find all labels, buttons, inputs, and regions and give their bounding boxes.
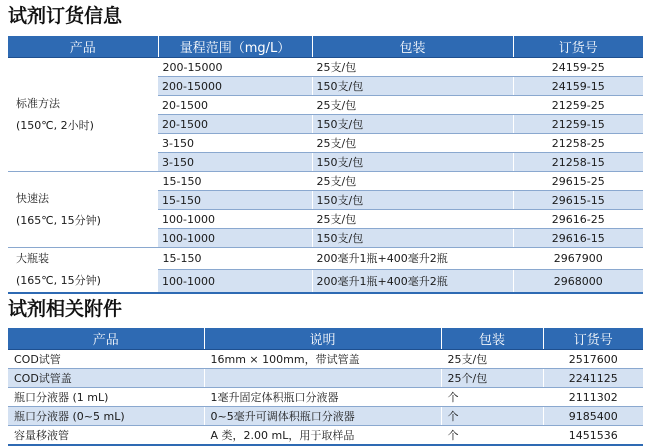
description-cell: A 类，2.00 mL，用于取样品	[204, 426, 441, 446]
order-number-cell: 29616-15	[513, 229, 643, 248]
package-cell: 25支/包	[312, 134, 513, 153]
table-row	[8, 350, 643, 369]
product-cell: 瓶口分液器 (0~5 mL)	[8, 407, 204, 426]
package-cell: 个	[441, 426, 543, 446]
package-cell: 150支/包	[312, 153, 513, 172]
header-order-number: 订货号	[543, 328, 643, 350]
header-package: 包装	[312, 36, 513, 58]
range-cell: 100-1000	[158, 270, 312, 293]
section-title-reagent-ordering: 试剂订货信息	[8, 5, 123, 27]
table-row	[8, 248, 643, 270]
header-description: 说明	[204, 328, 441, 350]
table-header-row	[8, 328, 643, 350]
header-product: 产品	[8, 36, 158, 58]
package-cell: 25支/包	[441, 350, 543, 369]
table-row	[8, 172, 643, 191]
product-name: 标准方法	[16, 96, 60, 110]
order-number-cell: 21258-15	[513, 153, 643, 172]
package-cell: 25支/包	[312, 58, 513, 77]
range-cell: 15-150	[158, 248, 312, 270]
range-cell: 15-150	[158, 172, 312, 191]
header-product: 产品	[8, 328, 204, 350]
product-cell	[8, 58, 158, 172]
product-name: 大瓶装	[16, 252, 49, 265]
table-row	[8, 407, 643, 426]
table-row	[8, 388, 643, 407]
product-cell: 容量移液管	[8, 426, 204, 446]
package-cell: 200毫升1瓶+400毫升2瓶	[312, 248, 513, 270]
range-cell: 3-150	[158, 153, 312, 172]
product-cell: 瓶口分液器 (1 mL)	[8, 388, 204, 407]
range-cell: 20-1500	[158, 115, 312, 134]
order-number-cell: 2967900	[513, 248, 643, 270]
range-cell: 200-15000	[158, 77, 312, 96]
header-range: 量程范围（mg/L）	[158, 36, 312, 58]
package-cell: 25支/包	[312, 172, 513, 191]
product-cell	[8, 248, 158, 294]
section-title-accessories: 试剂相关附件	[8, 298, 123, 320]
order-number-cell: 29615-15	[513, 191, 643, 210]
description-cell: 1毫升固定体积瓶口分液器	[204, 388, 441, 407]
package-cell: 150支/包	[312, 191, 513, 210]
table-row	[8, 369, 643, 388]
product-cell: COD试管	[8, 350, 204, 369]
order-number-cell: 24159-15	[513, 77, 643, 96]
order-number-cell: 21259-15	[513, 115, 643, 134]
order-number-cell: 2968000	[513, 270, 643, 293]
order-number-cell: 9185400	[543, 407, 643, 426]
order-number-cell: 24159-25	[513, 58, 643, 77]
order-number-cell: 2241125	[543, 369, 643, 388]
package-cell: 25支/包	[312, 96, 513, 115]
table-row	[8, 426, 643, 446]
table-header-row	[8, 36, 643, 58]
description-cell: 16mm × 100mm，带试管盖	[204, 350, 441, 369]
range-cell: 20-1500	[158, 96, 312, 115]
order-number-cell: 21259-25	[513, 96, 643, 115]
order-number-cell: 2111302	[543, 388, 643, 407]
product-cell	[8, 172, 158, 248]
order-number-cell: 21258-25	[513, 134, 643, 153]
package-cell: 25支/包	[312, 210, 513, 229]
package-cell: 150支/包	[312, 229, 513, 248]
table-row	[8, 58, 643, 77]
product-name: 快速法	[16, 191, 49, 205]
range-cell: 15-150	[158, 191, 312, 210]
header-order-number: 订货号	[513, 36, 643, 58]
range-cell: 100-1000	[158, 229, 312, 248]
order-number-cell: 2517600	[543, 350, 643, 369]
description-cell	[204, 369, 441, 388]
header-package: 包装	[441, 328, 543, 350]
order-number-cell: 29616-25	[513, 210, 643, 229]
range-cell: 100-1000	[158, 210, 312, 229]
range-cell: 200-15000	[158, 58, 312, 77]
product-condition: (165℃, 15分钟)	[16, 213, 101, 227]
product-condition: (165℃, 15分钟)	[16, 274, 101, 287]
product-condition: (150℃, 2小时)	[16, 118, 94, 132]
order-number-cell: 1451536	[543, 426, 643, 446]
product-cell: COD试管盖	[8, 369, 204, 388]
order-number-cell: 29615-25	[513, 172, 643, 191]
package-cell: 个	[441, 407, 543, 426]
package-cell: 个	[441, 388, 543, 407]
package-cell: 25个/包	[441, 369, 543, 388]
accessories-table	[8, 328, 643, 446]
package-cell: 150支/包	[312, 77, 513, 96]
range-cell: 3-150	[158, 134, 312, 153]
package-cell: 150支/包	[312, 115, 513, 134]
package-cell: 200毫升1瓶+400毫升2瓶	[312, 270, 513, 293]
description-cell: 0~5毫升可调体积瓶口分液器	[204, 407, 441, 426]
reagent-ordering-table	[8, 36, 643, 294]
